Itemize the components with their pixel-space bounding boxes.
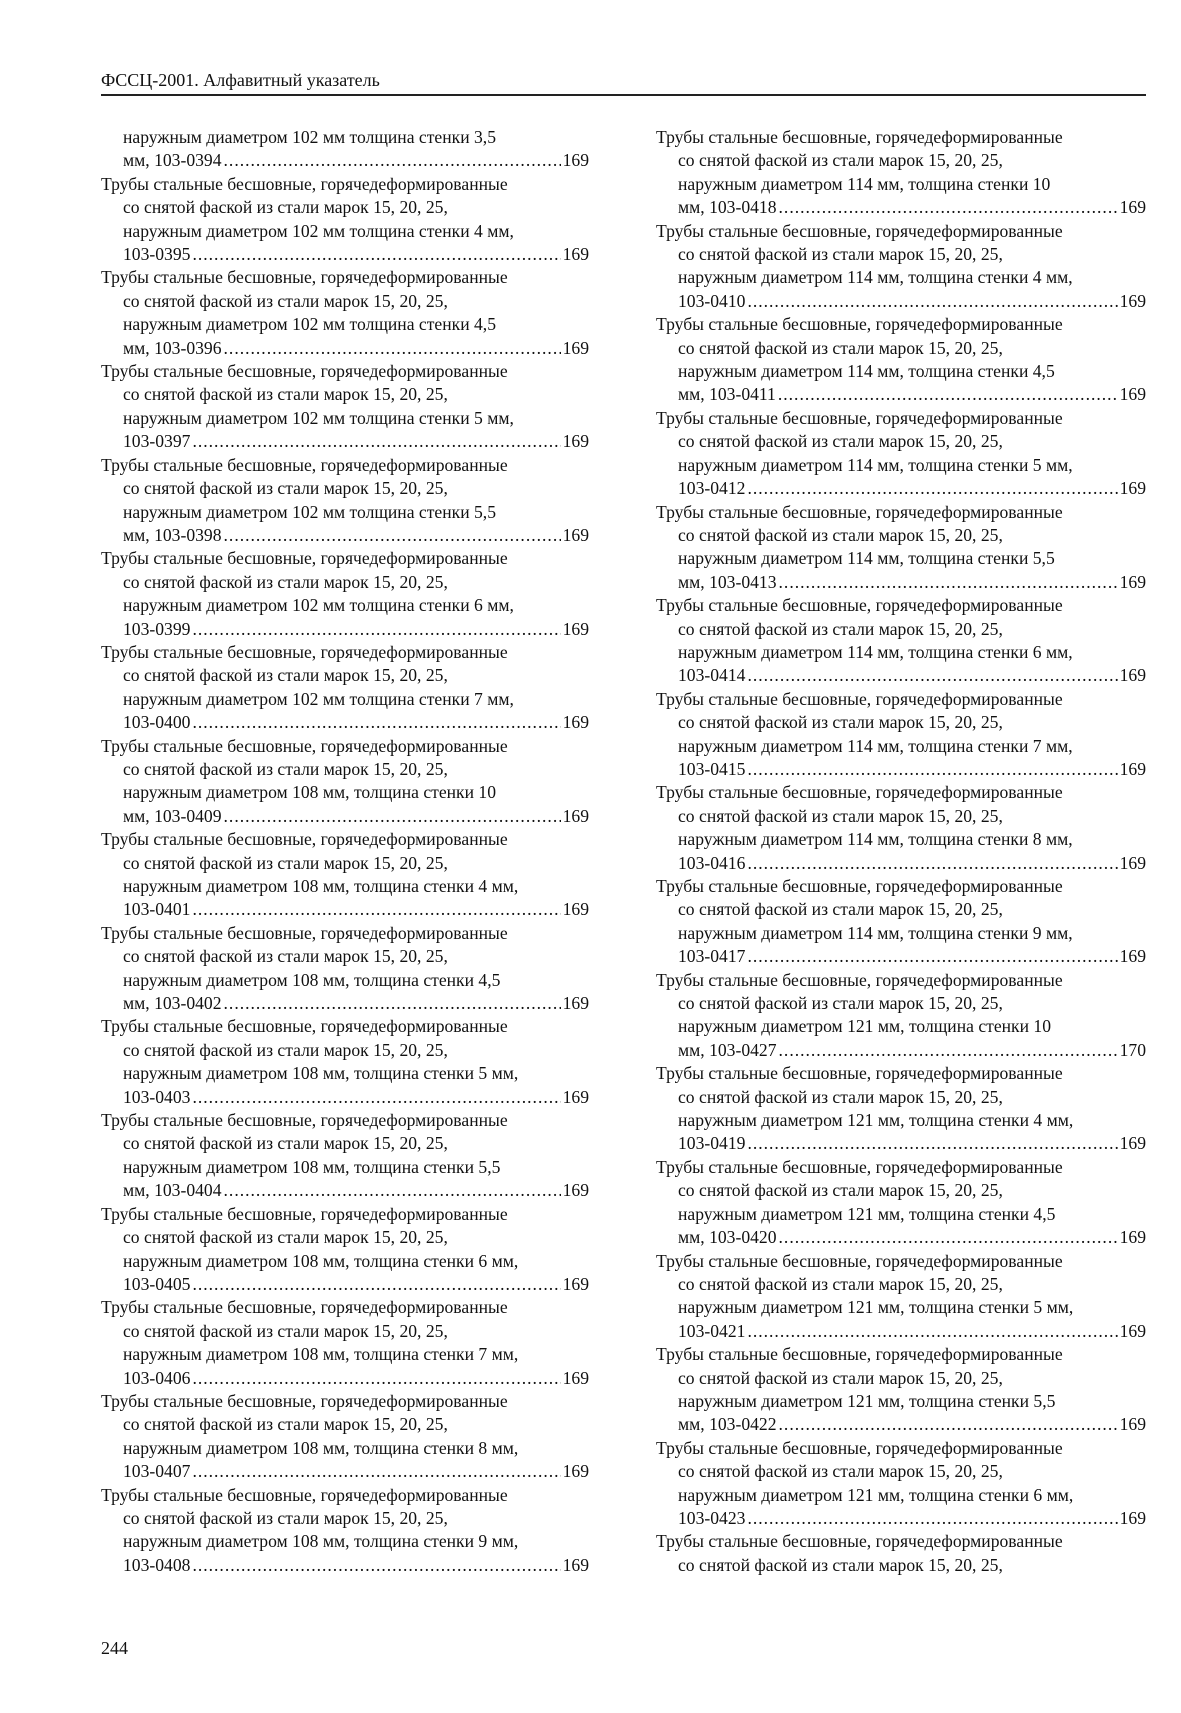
index-entry (656, 126, 1146, 220)
dot-leader (224, 149, 561, 172)
entry-code-line (101, 805, 589, 828)
dot-leader (192, 1554, 560, 1577)
entry-page-ref: 169 (1119, 1133, 1146, 1154)
entry-page-ref: 169 (562, 899, 589, 920)
entry-code: 103-0405 (123, 1273, 191, 1294)
dot-leader (779, 1226, 1118, 1249)
entry-code-line (101, 149, 589, 172)
entry-title-line: Трубы стальные бесшовные, горячедеформированные (101, 1203, 508, 1224)
index-entry (101, 922, 589, 1016)
entry-line: наружным диаметром 108 мм, толщина стенки 5,5 (123, 1156, 501, 1177)
entry-line: наружным диаметром 108 мм, толщина стенки 9 мм, (123, 1531, 519, 1552)
entry-code-line (656, 1413, 1146, 1436)
entry-code: мм, 103-0396 (123, 337, 222, 358)
entry-line: со снятой фаской из стали марок 15, 20, 25, (678, 244, 1003, 265)
entry-line: со снятой фаской из стали марок 15, 20, 25, (123, 1133, 448, 1154)
entry-title-line: Трубы стальные бесшовные, горячедеформированные (656, 1250, 1063, 1271)
index-entry (656, 1437, 1146, 1531)
entry-code-line (656, 571, 1146, 594)
entry-line: наружным диаметром 102 мм толщина стенки 4,5 (123, 314, 497, 335)
dot-leader (192, 1086, 560, 1109)
entry-page-ref: 169 (562, 244, 589, 265)
dot-leader (747, 758, 1117, 781)
entry-title-line: Трубы стальные бесшовные, горячедеформированные (656, 782, 1063, 803)
entry-code: 103-0403 (123, 1086, 191, 1107)
entry-line: со снятой фаской из стали марок 15, 20, 25, (123, 478, 448, 499)
entry-title-line: Трубы стальные бесшовные, горячедеформированные (101, 641, 508, 662)
entry-code: мм, 103-0404 (123, 1180, 222, 1201)
entry-page-ref: 169 (562, 712, 589, 733)
entry-line: со снятой фаской из стали марок 15, 20, 25, (678, 337, 1003, 358)
entry-code-line (656, 852, 1146, 875)
entry-code-line (656, 1507, 1146, 1530)
entry-code: 103-0421 (678, 1320, 746, 1341)
entry-line: наружным диаметром 114 мм, толщина стенки 6 мм, (678, 641, 1073, 662)
entry-line: наружным диаметром 114 мм, толщина стенки 4 мм, (678, 267, 1073, 288)
entry-page-ref: 169 (1119, 1320, 1146, 1341)
entry-page-ref: 169 (562, 431, 589, 452)
entry-code-line (656, 1226, 1146, 1249)
entry-title-line: Трубы стальные бесшовные, горячедеформированные (656, 220, 1063, 241)
dot-leader (192, 618, 560, 641)
entry-code-line (656, 383, 1146, 406)
entry-line: со снятой фаской из стали марок 15, 20, 25, (123, 946, 448, 967)
entry-title-line: Трубы стальные бесшовные, горячедеформированные (101, 548, 508, 569)
entry-line: наружным диаметром 102 мм толщина стенки 7 мм, (123, 688, 514, 709)
entry-title-line: Трубы стальные бесшовные, горячедеформированные (656, 969, 1063, 990)
entry-page-ref: 169 (1119, 571, 1146, 592)
entry-line: наружным диаметром 121 мм, толщина стенки 4 мм, (678, 1110, 1074, 1131)
entry-code-line (101, 243, 589, 266)
index-entry (101, 1015, 589, 1109)
entry-code: мм, 103-0398 (123, 524, 222, 545)
entry-code-line (101, 524, 589, 547)
entry-code: 103-0397 (123, 431, 191, 452)
index-entry (101, 1296, 589, 1390)
entry-line: со снятой фаской из стали марок 15, 20, 25, (678, 1180, 1003, 1201)
running-header-title: ФССЦ-2001. Алфавитный указатель (101, 70, 380, 90)
entry-title-line: Трубы стальные бесшовные, горячедеформированные (656, 1156, 1063, 1177)
entry-line: со снятой фаской из стали марок 15, 20, 25, (123, 852, 448, 873)
entry-line: со снятой фаской из стали марок 15, 20, 25, (678, 1273, 1003, 1294)
entry-line: наружным диаметром 108 мм, толщина стенки 4 мм, (123, 876, 519, 896)
dot-leader (747, 1132, 1117, 1155)
entry-page-ref: 169 (1119, 852, 1146, 873)
entry-line: со снятой фаской из стали марок 15, 20, 25, (678, 712, 1003, 733)
entry-code: 103-0408 (123, 1554, 191, 1575)
entry-code: мм, 103-0427 (678, 1039, 777, 1060)
index-entry (101, 173, 589, 267)
entry-page-ref: 169 (1119, 1507, 1146, 1528)
entry-code-line (101, 1554, 589, 1577)
index-entry (656, 1530, 1146, 1577)
entry-page-ref: 169 (1119, 758, 1146, 779)
index-entry (656, 594, 1146, 688)
entry-page-ref: 169 (1119, 197, 1146, 218)
entry-page-ref: 169 (562, 618, 589, 639)
entry-title-line: Трубы стальные бесшовные, горячедеформированные (101, 829, 508, 850)
index-entry (101, 1109, 589, 1203)
entry-code: мм, 103-0420 (678, 1227, 777, 1248)
entry-code: мм, 103-0394 (123, 150, 222, 171)
entry-code-line (101, 1460, 589, 1483)
entry-line: наружным диаметром 102 мм толщина стенки 5 мм, (123, 407, 514, 428)
index-entry (101, 828, 589, 922)
dot-leader (224, 524, 561, 547)
index-entry (101, 547, 589, 641)
dot-leader (747, 945, 1117, 968)
entry-page-ref: 169 (562, 993, 589, 1014)
entry-line: со снятой фаской из стали марок 15, 20, 25, (678, 805, 1003, 826)
dot-leader (224, 1179, 561, 1202)
dot-leader (224, 992, 561, 1015)
entry-code: 103-0400 (123, 712, 191, 733)
entry-code-line (101, 992, 589, 1015)
entry-code-line (101, 337, 589, 360)
entry-line: наружным диаметром 114 мм, толщина стенки 10 (678, 173, 1051, 194)
entry-title-line: Трубы стальные бесшовные, горячедеформированные (101, 361, 508, 382)
entry-code-line (656, 477, 1146, 500)
entry-page-ref: 169 (562, 337, 589, 358)
entry-line: наружным диаметром 121 мм, толщина стенки 5,5 (678, 1390, 1056, 1411)
entry-line: наружным диаметром 108 мм, толщина стенки 7 мм, (123, 1344, 519, 1365)
entry-page-ref: 169 (562, 805, 589, 826)
entry-title-line: Трубы стальные бесшовные, горячедеформированные (101, 267, 508, 288)
entry-title-line: Трубы стальные бесшовные, горячедеформированные (656, 314, 1063, 335)
entry-line: наружным диаметром 121 мм, толщина стенки 10 (678, 1016, 1052, 1037)
index-entry (656, 313, 1146, 407)
entry-title-line: Трубы стальные бесшовные, горячедеформированные (101, 1484, 508, 1505)
entry-page-ref: 170 (1119, 1039, 1146, 1060)
entry-code-line (656, 196, 1146, 219)
entry-line: наружным диаметром 102 мм толщина стенки 5,5 (123, 501, 497, 522)
index-entry (101, 641, 589, 735)
entry-code: мм, 103-0409 (123, 805, 222, 826)
dot-leader (192, 430, 560, 453)
dot-leader (779, 571, 1118, 594)
entry-code: 103-0399 (123, 618, 191, 639)
entry-line: наружным диаметром 121 мм, толщина стенки 6 мм, (678, 1484, 1074, 1505)
entry-code: 103-0406 (123, 1367, 191, 1388)
entry-code: 103-0407 (123, 1461, 191, 1482)
entry-code-line (656, 664, 1146, 687)
entry-title-line: Трубы стальные бесшовные, горячедеформированные (101, 454, 508, 475)
entry-line: со снятой фаской из стали марок 15, 20, 25, (123, 758, 448, 779)
entry-code-line (656, 1320, 1146, 1343)
entry-title-line: Трубы стальные бесшовные, горячедеформированные (656, 1437, 1063, 1458)
entry-page-ref: 169 (562, 524, 589, 545)
index-entry (101, 1390, 589, 1484)
index-entry (101, 126, 589, 173)
entry-page-ref: 169 (1119, 946, 1146, 967)
index-entry (656, 501, 1146, 595)
entry-title-line: Трубы стальные бесшовные, горячедеформированные (101, 173, 508, 194)
entry-line: со снятой фаской из стали марок 15, 20, 25, (678, 618, 1003, 639)
entry-code: 103-0412 (678, 478, 746, 499)
entry-title-line: Трубы стальные бесшовные, горячедеформированные (101, 922, 508, 943)
index-entry (656, 1343, 1146, 1437)
entry-code: 103-0401 (123, 899, 191, 920)
entry-line: наружным диаметром 108 мм, толщина стенки 6 мм, (123, 1250, 519, 1271)
dot-leader (192, 711, 560, 734)
index-entry (101, 735, 589, 829)
entry-code: 103-0414 (678, 665, 746, 686)
entry-line: со снятой фаской из стали марок 15, 20, 25, (123, 290, 448, 311)
entry-line: со снятой фаской из стали марок 15, 20, 25, (123, 1039, 448, 1060)
entry-line: со снятой фаской из стали марок 15, 20, 25, (678, 1554, 1003, 1575)
dot-leader (778, 383, 1118, 406)
dot-leader (192, 243, 560, 266)
entry-code: 103-0423 (678, 1507, 746, 1528)
entry-line: со снятой фаской из стали марок 15, 20, 25, (123, 197, 448, 218)
entry-title-line: Трубы стальные бесшовные, горячедеформированные (656, 1063, 1063, 1084)
entry-code-line (101, 898, 589, 921)
entry-line: наружным диаметром 108 мм, толщина стенки 4,5 (123, 969, 501, 990)
dot-leader (747, 1507, 1117, 1530)
entry-line: со снятой фаской из стали марок 15, 20, 25, (123, 1414, 448, 1435)
entry-code-line (101, 1179, 589, 1202)
entry-title-line: Трубы стальные бесшовные, горячедеформированные (656, 1531, 1063, 1552)
entry-title-line: Трубы стальные бесшовные, горячедеформированные (656, 407, 1063, 428)
entry-title-line: Трубы стальные бесшовные, горячедеформированные (656, 688, 1063, 709)
entry-code-line (656, 758, 1146, 781)
entry-title-line: Трубы стальные бесшовные, горячедеформированные (656, 1344, 1063, 1365)
entry-code-line (101, 1273, 589, 1296)
entry-title-line: Трубы стальные бесшовные, горячедеформированные (656, 127, 1063, 147)
entry-line: со снятой фаской из стали марок 15, 20, 25, (678, 1461, 1003, 1482)
entry-line: наружным диаметром 121 мм, толщина стенки 5 мм, (678, 1297, 1074, 1318)
entry-code: 103-0415 (678, 758, 746, 779)
entry-code-line (656, 945, 1146, 968)
dot-leader (747, 852, 1117, 875)
dot-leader (779, 196, 1118, 219)
entry-code: 103-0410 (678, 290, 746, 311)
index-entry (656, 875, 1146, 969)
entry-code-line (101, 618, 589, 641)
index-entry (656, 1250, 1146, 1344)
entry-page-ref: 169 (562, 1367, 589, 1388)
entry-title-line: Трубы стальные бесшовные, горячедеформированные (656, 501, 1063, 522)
index-entry (101, 1484, 589, 1578)
dot-leader (192, 1460, 560, 1483)
entry-title-line: Трубы стальные бесшовные, горячедеформированные (656, 595, 1063, 616)
entry-title-line: Трубы стальные бесшовные, горячедеформированные (101, 1297, 508, 1318)
index-entry (656, 1156, 1146, 1250)
entry-code: мм, 103-0418 (678, 197, 777, 218)
index-entry (656, 1062, 1146, 1156)
entry-title-line: Трубы стальные бесшовные, горячедеформированные (101, 1390, 508, 1411)
entry-code-line (656, 1039, 1146, 1062)
entry-line: наружным диаметром 102 мм толщина стенки 4 мм, (123, 220, 514, 241)
entry-code-line (101, 711, 589, 734)
entry-page-ref: 169 (1119, 384, 1146, 405)
dot-leader (224, 337, 561, 360)
entry-page-ref: 169 (562, 1180, 589, 1201)
dot-leader (779, 1039, 1118, 1062)
index-entry (101, 360, 589, 454)
entry-page-ref: 169 (1119, 290, 1146, 311)
entry-code: 103-0416 (678, 852, 746, 873)
entry-page-ref: 169 (562, 1086, 589, 1107)
index-entry (101, 266, 589, 360)
entry-code-line (656, 290, 1146, 313)
index-entry (101, 1203, 589, 1297)
dot-leader (747, 664, 1117, 687)
entry-code-line (101, 430, 589, 453)
dot-leader (192, 1273, 560, 1296)
page-header (101, 66, 1146, 96)
dot-leader (747, 1320, 1117, 1343)
entry-code-line (656, 1132, 1146, 1155)
index-entry (656, 969, 1146, 1063)
entry-code: мм, 103-0422 (678, 1414, 777, 1435)
entry-line: со снятой фаской из стали марок 15, 20, 25, (123, 665, 448, 686)
dot-leader (747, 290, 1117, 313)
entry-line: со снятой фаской из стали марок 15, 20, 25, (123, 1227, 448, 1248)
entry-line: наружным диаметром 121 мм, толщина стенки 4,5 (678, 1203, 1056, 1224)
index-entry (101, 454, 589, 548)
entry-code-line (101, 1367, 589, 1390)
entry-code: 103-0395 (123, 244, 191, 265)
dot-leader (747, 477, 1117, 500)
entry-line: со снятой фаской из стали марок 15, 20, 25, (678, 993, 1003, 1014)
entry-line: со снятой фаской из стали марок 15, 20, 25, (123, 571, 448, 592)
index-column-left (101, 126, 589, 1577)
entry-page-ref: 169 (562, 1554, 589, 1575)
entry-code: 103-0419 (678, 1133, 746, 1154)
entry-code-line (101, 1086, 589, 1109)
entry-page-ref: 169 (1119, 665, 1146, 686)
entry-title-line: Трубы стальные бесшовные, горячедеформированные (101, 1110, 508, 1131)
entry-code: 103-0417 (678, 946, 746, 967)
entry-title-line: Трубы стальные бесшовные, горячедеформированные (656, 876, 1063, 896)
entry-code: мм, 103-0402 (123, 993, 222, 1014)
entry-code: мм, 103-0411 (678, 384, 776, 405)
entry-line: наружным диаметром 114 мм, толщина стенки 7 мм, (678, 735, 1073, 756)
entry-line: наружным диаметром 114 мм, толщина стенки 5 мм, (678, 454, 1073, 475)
index-entry (656, 781, 1146, 875)
index-entry (656, 688, 1146, 782)
entry-line: со снятой фаской из стали марок 15, 20, 25, (123, 384, 448, 405)
index-entry (656, 407, 1146, 501)
entry-line: наружным диаметром 114 мм, толщина стенки 5,5 (678, 548, 1055, 569)
entry-line: наружным диаметром 102 мм толщина стенки 3,5 (123, 127, 497, 147)
entry-page-ref: 169 (562, 150, 589, 171)
entry-line: наружным диаметром 108 мм, толщина стенки 10 (123, 782, 497, 803)
entry-line: наружным диаметром 108 мм, толщина стенки 5 мм, (123, 1063, 519, 1084)
entry-line: наружным диаметром 102 мм толщина стенки 6 мм, (123, 595, 514, 616)
index-column-right (656, 126, 1146, 1577)
entry-line: наружным диаметром 114 мм, толщина стенки 4,5 (678, 361, 1055, 382)
entry-page-ref: 169 (1119, 1227, 1146, 1248)
entry-line: со снятой фаской из стали марок 15, 20, 25, (678, 899, 1003, 920)
entry-page-ref: 169 (1119, 1414, 1146, 1435)
entry-page-ref: 169 (562, 1461, 589, 1482)
entry-line: наружным диаметром 114 мм, толщина стенки 8 мм, (678, 829, 1073, 850)
entry-title-line: Трубы стальные бесшовные, горячедеформированные (101, 1016, 508, 1037)
index-entry (656, 220, 1146, 314)
page-number: 244 (101, 1638, 128, 1658)
entry-line: со снятой фаской из стали марок 15, 20, 25, (678, 1367, 1003, 1388)
dot-leader (224, 805, 561, 828)
entry-line: со снятой фаской из стали марок 15, 20, 25, (123, 1507, 448, 1528)
entry-code: мм, 103-0413 (678, 571, 777, 592)
entry-line: наружным диаметром 108 мм, толщина стенки 8 мм, (123, 1437, 519, 1458)
entry-title-line: Трубы стальные бесшовные, горячедеформированные (101, 735, 508, 756)
entry-line: наружным диаметром 114 мм, толщина стенки 9 мм, (678, 922, 1073, 943)
dot-leader (192, 1367, 560, 1390)
dot-leader (779, 1413, 1118, 1436)
entry-line: со снятой фаской из стали марок 15, 20, 25, (123, 1320, 448, 1341)
entry-line: со снятой фаской из стали марок 15, 20, 25, (678, 431, 1003, 452)
dot-leader (192, 898, 560, 921)
entry-line: со снятой фаской из стали марок 15, 20, 25, (678, 524, 1003, 545)
entry-line: со снятой фаской из стали марок 15, 20, 25, (678, 1086, 1003, 1107)
entry-page-ref: 169 (562, 1273, 589, 1294)
entry-line: со снятой фаской из стали марок 15, 20, 25, (678, 150, 1003, 171)
entry-page-ref: 169 (1119, 478, 1146, 499)
